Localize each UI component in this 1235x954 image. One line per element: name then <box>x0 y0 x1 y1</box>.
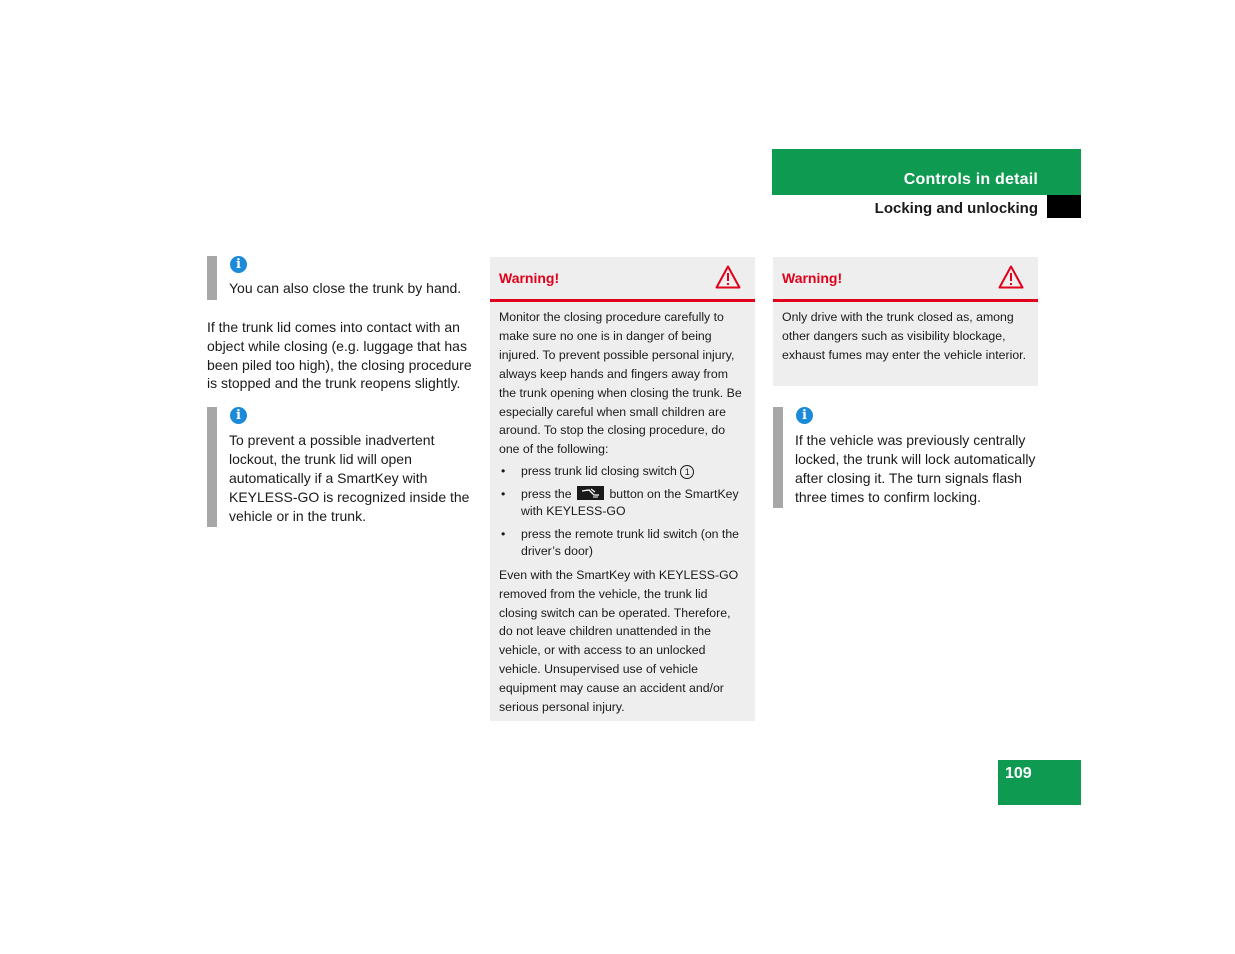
info-note-lockout <box>207 407 477 527</box>
warning-body <box>490 302 755 723</box>
page-number-box <box>998 760 1081 805</box>
warning-box-driving <box>773 257 1038 386</box>
warning-header <box>490 257 755 302</box>
section-header <box>772 149 1081 195</box>
section-title: Controls in detail <box>903 171 1038 188</box>
warning-outro: Even with the SmartKey with KEYLESS-GO removed from the vehicle, the trunk lid closing switch can be operated. Therefore, do not leave children unattended in the vehicle, or with access to an unlocked vehicle. Unsupervised use of vehicle equipment may cause an accident and/or serious personal injury. <box>499 567 739 715</box>
warning-box-closing <box>490 257 755 721</box>
info-icon: i <box>230 407 247 424</box>
warning-intro: Monitor the closing procedure carefully to make sure no one is in danger of being injured. To prevent possible personal injury, always keep hands and fingers away from the trunk opening when closing the trunk. Be especially careful when small children are around. To stop the closing procedure, do one of the following: <box>499 310 742 457</box>
bullet-text: press trunk lid closing switch <box>521 464 677 479</box>
info-note-text: If the vehicle was previously centrally locked, the trunk will lock automatically after closing it. The turn signals flash three times to confirm locking. <box>795 432 1036 505</box>
list-item: • press the remote trunk lid switch (on the driver’s door) <box>501 526 740 559</box>
bullet-text: button on the SmartKey with KEYLESS-GO <box>521 486 739 519</box>
bullet-text: press the <box>521 486 572 501</box>
list-item: • press trunk lid closing switch 1 <box>499 463 746 481</box>
info-icon: i <box>796 407 813 424</box>
reference-number: 1 <box>680 465 694 479</box>
warning-body: Only drive with the trunk closed as, among other dangers such as visibility blockage, exhaust fumes may enter the vehicle interior. <box>782 310 1027 362</box>
info-note-trunk-by-hand <box>207 256 467 300</box>
page-number: 109 <box>1005 765 1032 782</box>
info-note-text: To prevent a possible inadvertent lockout, the trunk lid will open automatically if a SmartKey with KEYLESS-GO is recognized inside the vehicle or in the trunk. <box>229 432 470 524</box>
trunk-button-icon <box>577 486 604 500</box>
note-bar <box>773 407 783 508</box>
trunk-contact-paragraph: If the trunk lid comes into contact with an object while closing (e.g. luggage that has been piled too high), the closing procedure is stopped and the trunk reopens slightly. <box>207 319 472 392</box>
subsection-title: Locking and unlocking <box>874 200 1038 217</box>
warning-label: Warning! <box>782 270 843 286</box>
note-bar <box>207 407 217 527</box>
info-note-auto-lock <box>773 407 1041 508</box>
warning-triangle-icon <box>998 265 1024 289</box>
warning-label: Warning! <box>499 270 560 286</box>
warning-header <box>773 257 1038 302</box>
subsection-marker <box>1047 195 1081 218</box>
info-note-text: You can also close the trunk by hand. <box>229 280 462 296</box>
info-icon: i <box>230 256 247 273</box>
warning-list <box>499 463 746 561</box>
note-bar <box>207 256 217 300</box>
bullet-text: press the remote trunk lid switch (on the driver’s door) <box>521 526 740 559</box>
list-item: • press the button on the SmartKey with KEYLESS-GO <box>501 486 739 519</box>
warning-triangle-icon <box>715 265 741 289</box>
